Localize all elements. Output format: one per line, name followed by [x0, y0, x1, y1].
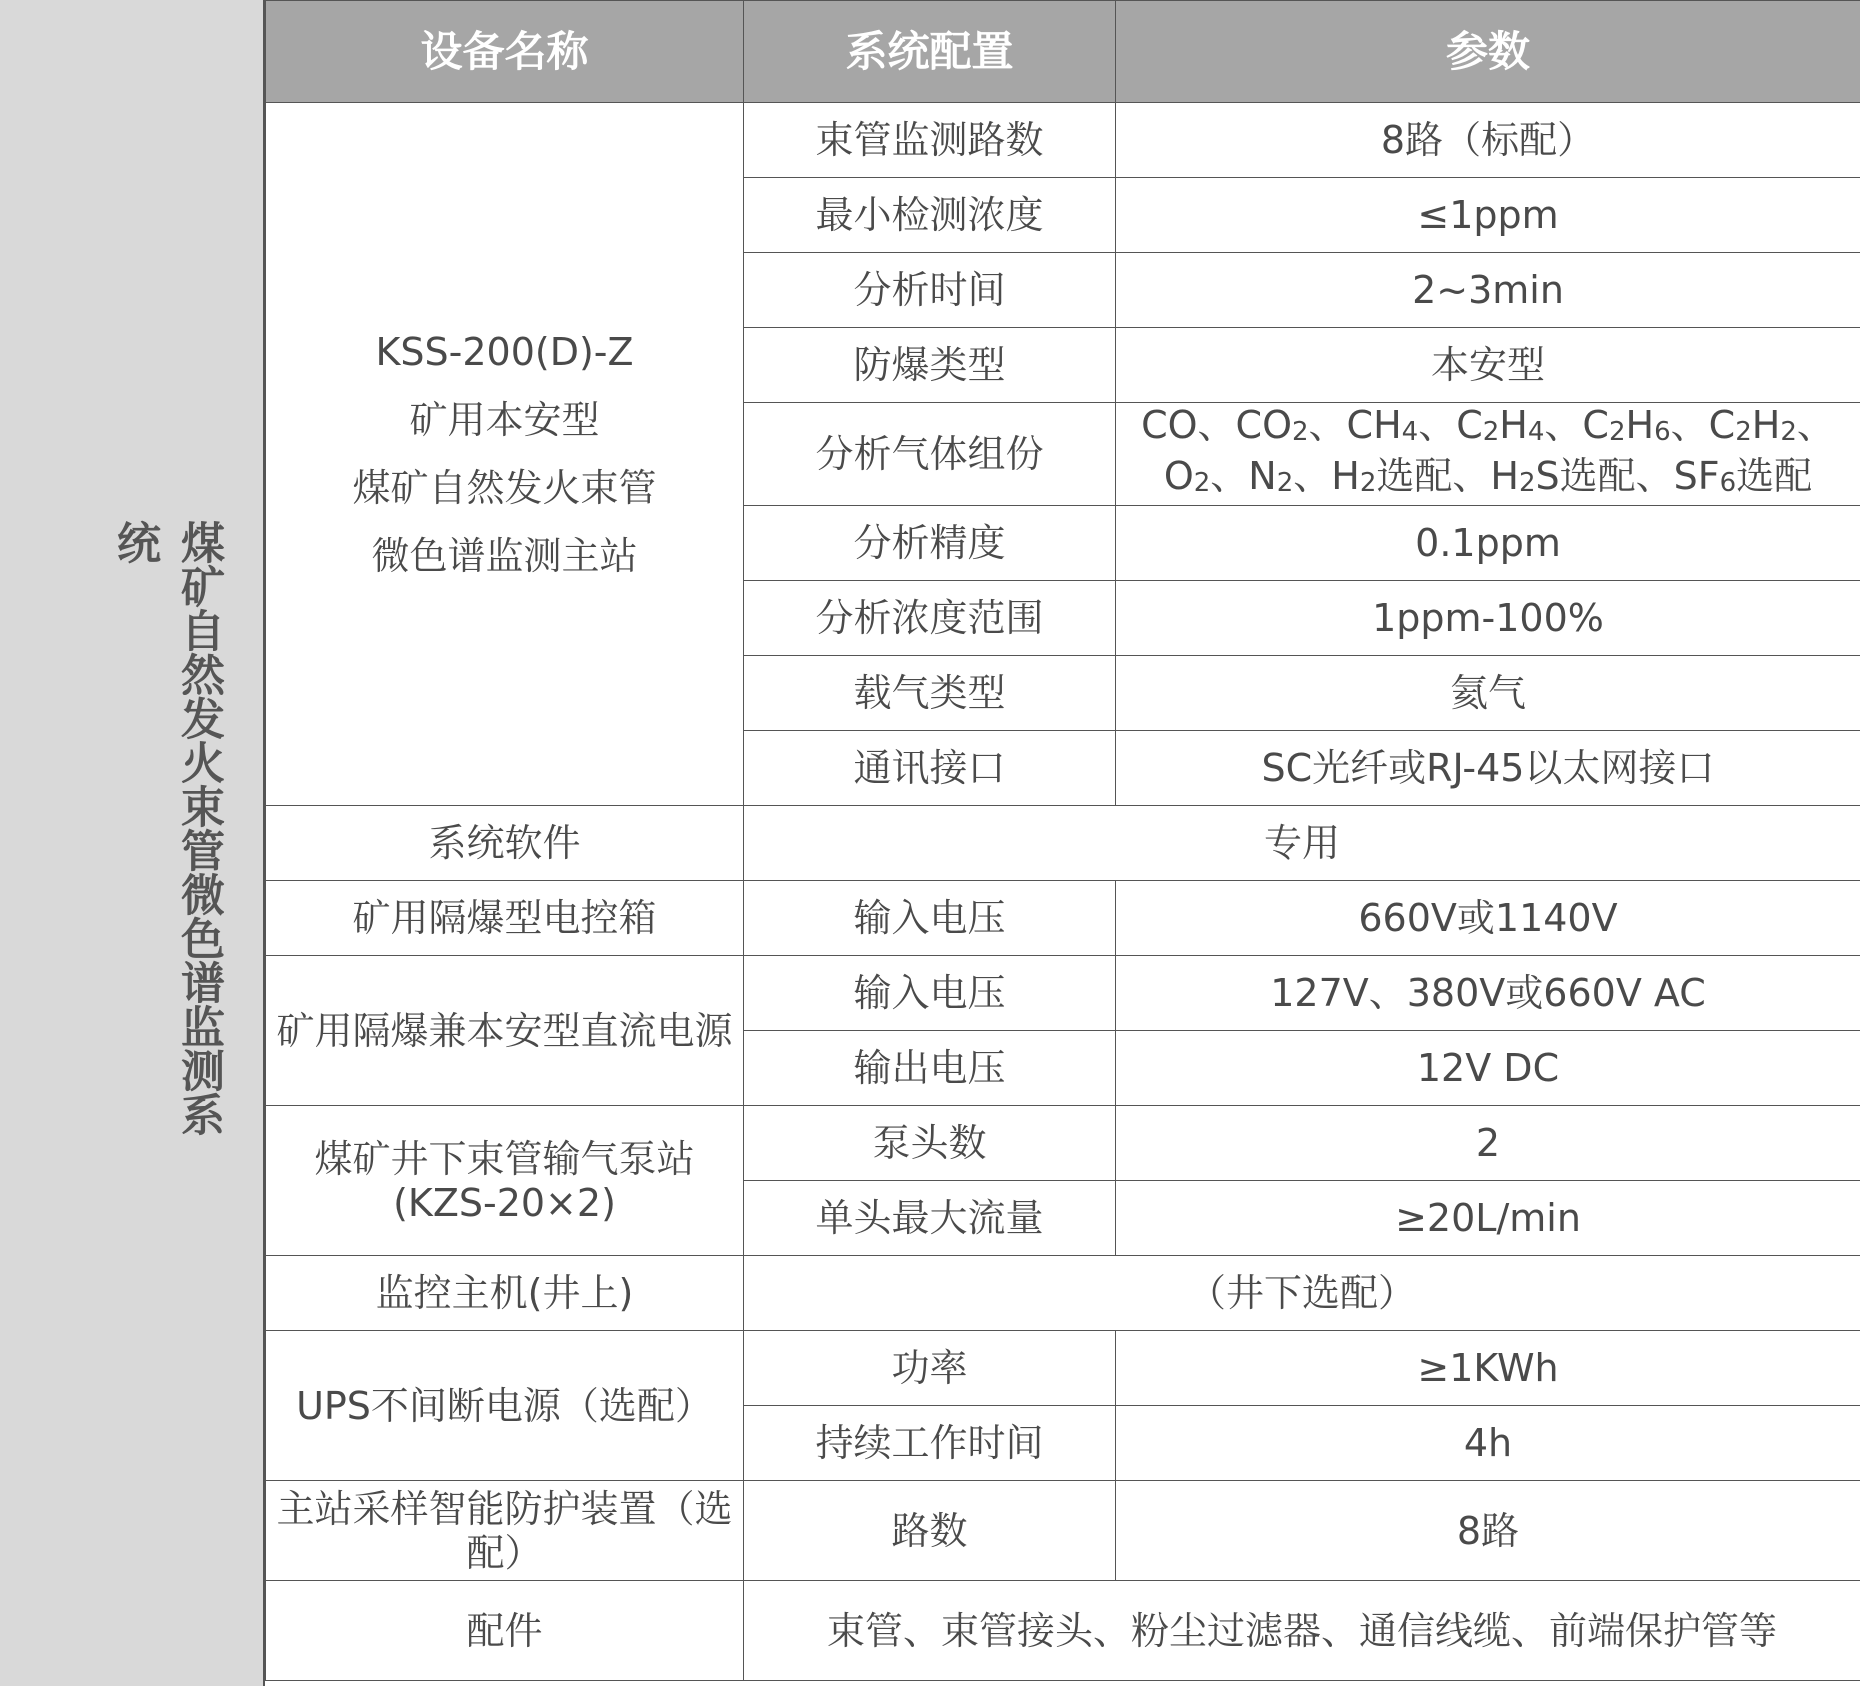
gas-text: 、: [1796, 403, 1835, 447]
gas-text: O: [1163, 454, 1194, 498]
config-cell: 输出电压: [744, 1031, 1116, 1106]
gas-text: 、C: [1670, 403, 1736, 447]
value-cell: 2~3min: [1116, 253, 1860, 328]
config-cell: 载气类型: [744, 656, 1116, 731]
gas-sub: 4: [1527, 417, 1545, 447]
value-cell: ≥1KWh: [1116, 1331, 1860, 1406]
value-cell: 本安型: [1116, 328, 1860, 403]
gas-components-cell: [1116, 403, 1860, 506]
config-cell: 分析浓度范围: [744, 581, 1116, 656]
gas-text: 、C: [1544, 403, 1609, 447]
value-cell: 127V、380V或660V AC: [1116, 956, 1860, 1031]
config-cell: 路数: [744, 1481, 1116, 1581]
header-device-name: 设备名称: [266, 1, 744, 103]
gas-sub: 2: [1276, 468, 1294, 498]
value-cell: 8路: [1116, 1481, 1860, 1581]
table-row: [266, 806, 1860, 881]
value-cell: 8路（标配）: [1116, 103, 1860, 178]
gas-text: H: [1751, 403, 1781, 447]
device-name-cell: [266, 1106, 744, 1256]
header-row: [266, 1, 1860, 103]
main-station-line: 煤矿自然发火束管: [352, 466, 657, 510]
value-cell: SC光纤或RJ-45以太网接口: [1116, 731, 1860, 806]
protector-name-line: 主站采样智能防护装置（选: [276, 1486, 733, 1531]
value-cell: 2: [1116, 1106, 1860, 1181]
gas-text: 、C: [1418, 403, 1483, 447]
table-row: [266, 881, 1860, 956]
value-cell: （井下选配）: [744, 1256, 1860, 1331]
table-row: [266, 1581, 1860, 1681]
gas-text: CO、CO: [1141, 403, 1292, 447]
value-cell: 12V DC: [1116, 1031, 1860, 1106]
spec-table: [265, 0, 1860, 1681]
gas-sub: 2: [1359, 468, 1377, 498]
value-cell: 氦气: [1116, 656, 1860, 731]
device-name-cell: 配件: [266, 1581, 744, 1681]
config-cell: 防爆类型: [744, 328, 1116, 403]
protector-name-line: 配）: [466, 1530, 543, 1575]
table-row: [266, 956, 1860, 1031]
config-cell: 束管监测路数: [744, 103, 1116, 178]
table-row: [266, 1106, 1860, 1181]
value-cell: 660V或1140V: [1116, 881, 1860, 956]
table-row: [266, 1481, 1860, 1581]
gas-line-2: [1122, 454, 1854, 505]
value-cell: 专用: [744, 806, 1860, 881]
gas-sub: 6: [1654, 417, 1671, 447]
gas-sub: 4: [1401, 417, 1419, 447]
config-cell: 分析精度: [744, 506, 1116, 581]
config-cell: 持续工作时间: [744, 1406, 1116, 1481]
gas-text: S选配、SF: [1535, 454, 1720, 498]
pump-model: (KZS-20×2): [393, 1180, 616, 1225]
value-cell: ≥20L/min: [1116, 1181, 1860, 1256]
gas-sub: 2: [1193, 468, 1211, 498]
config-cell: 通讯接口: [744, 731, 1116, 806]
gas-line-1: [1122, 403, 1854, 454]
main-station-model: KSS-200(D)-Z: [375, 330, 634, 374]
device-name-cell: 系统软件: [266, 806, 744, 881]
value-cell: 0.1ppm: [1116, 506, 1860, 581]
gas-text: 选配、H: [1376, 454, 1519, 498]
gas-text: 、H: [1293, 454, 1360, 498]
system-title: 煤矿自然发火束管微色谱监测系统: [109, 520, 224, 1136]
side-title-panel: [0, 0, 265, 1686]
config-cell: 功率: [744, 1331, 1116, 1406]
gas-sub: 2: [1608, 417, 1626, 447]
main-station-line: 微色谱监测主站: [371, 534, 638, 578]
table-row: [266, 103, 1860, 178]
header-config: 系统配置: [744, 1, 1116, 103]
gas-text: 、CH: [1308, 403, 1402, 447]
value-cell: 束管、束管接头、粉尘过滤器、通信线缆、前端保护管等: [744, 1581, 1860, 1681]
gas-sub: 2: [1518, 468, 1536, 498]
table-row: [266, 1256, 1860, 1331]
gas-sub: 2: [1780, 417, 1797, 447]
table-row: [266, 1331, 1860, 1406]
device-name-cell: [266, 1481, 744, 1581]
config-cell: 分析气体组份: [744, 403, 1116, 506]
gas-sub: 2: [1735, 417, 1752, 447]
gas-text: 选配: [1736, 454, 1813, 498]
config-cell: 输入电压: [744, 881, 1116, 956]
gas-text: 、N: [1210, 454, 1277, 498]
device-name-cell: 监控主机(井上): [266, 1256, 744, 1331]
config-cell: 输入电压: [744, 956, 1116, 1031]
main-station-line: 矿用本安型: [409, 398, 600, 442]
value-cell: ≤1ppm: [1116, 178, 1860, 253]
gas-text: H: [1625, 403, 1655, 447]
device-name-cell: 矿用隔爆型电控箱: [266, 881, 744, 956]
gas-text: H: [1499, 403, 1528, 447]
pump-name: 煤矿井下束管输气泵站: [314, 1136, 695, 1181]
value-cell: 1ppm-100%: [1116, 581, 1860, 656]
device-name-cell: UPS不间断电源（选配）: [266, 1331, 744, 1481]
gas-sub: 6: [1719, 468, 1737, 498]
device-name-cell: 矿用隔爆兼本安型直流电源: [266, 956, 744, 1106]
config-cell: 分析时间: [744, 253, 1116, 328]
gas-sub: 2: [1292, 417, 1309, 447]
config-cell: 单头最大流量: [744, 1181, 1116, 1256]
value-cell: 4h: [1116, 1406, 1860, 1481]
config-cell: 泵头数: [744, 1106, 1116, 1181]
main-station-name: [266, 103, 744, 806]
gas-sub: 2: [1482, 417, 1500, 447]
header-param: 参数: [1116, 1, 1860, 103]
config-cell: 最小检测浓度: [744, 178, 1116, 253]
